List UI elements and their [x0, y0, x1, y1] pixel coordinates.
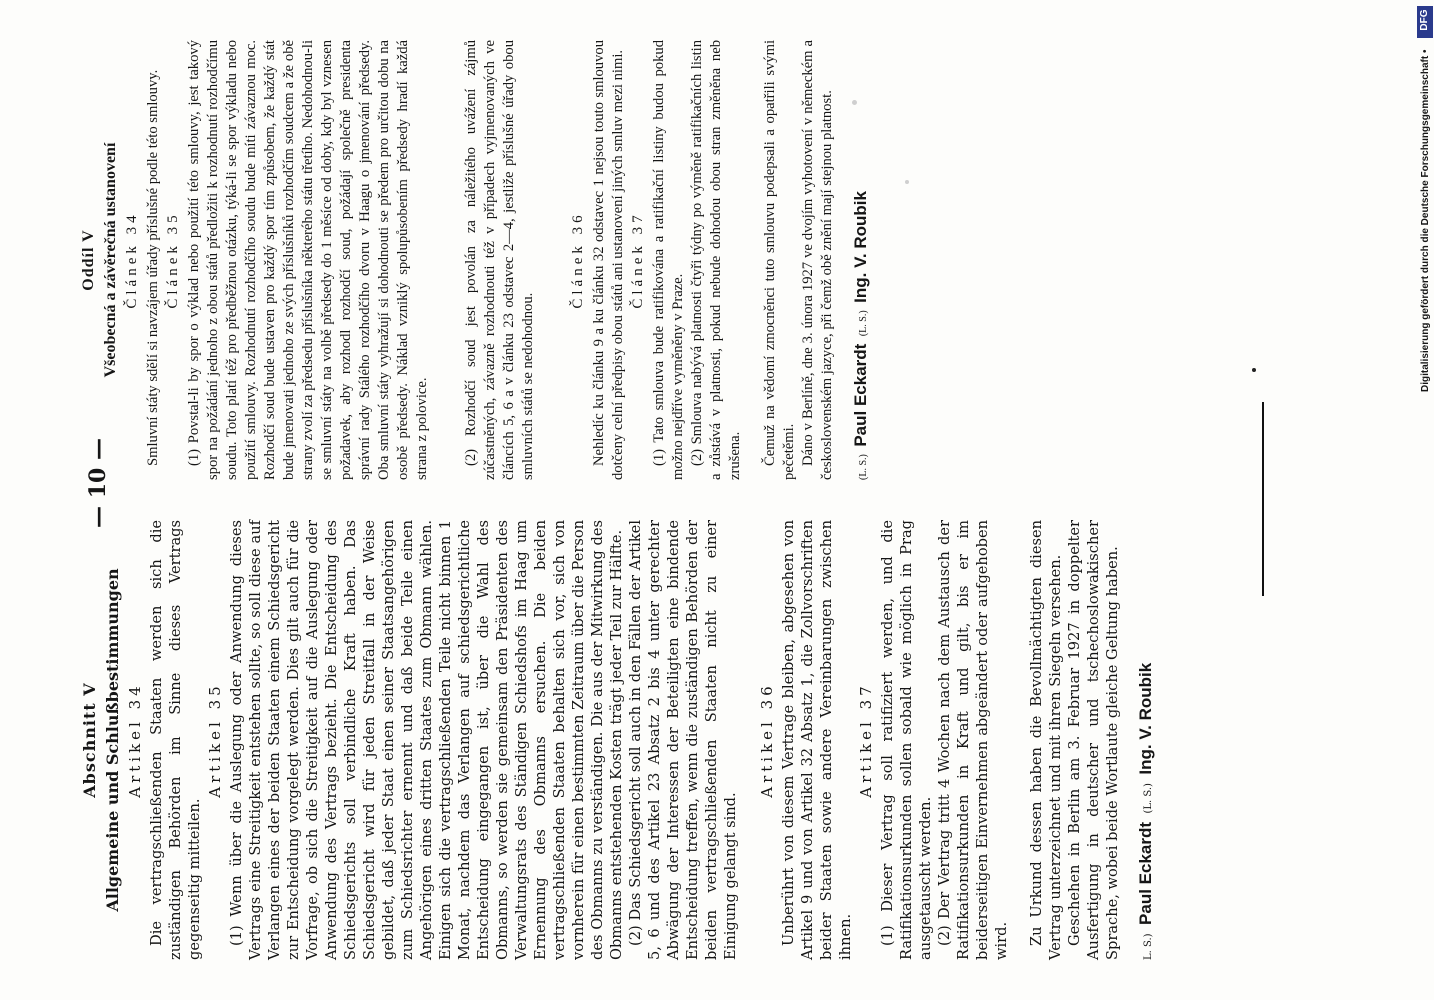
german-section-title: Allgemeine und Schlußbestimmungen	[103, 568, 122, 912]
german-article-36-text: Unberührt von diesem Vertrage bleiben, abgesehen von Artikel 9 und von Artikel 32 Absatz 1, die Zollvorschriften beider Staaten sowie andere Vereinbarungen zwischen ihnen.	[780, 520, 854, 960]
czech-article-35-paragraph-1: (1) Povstal-li by spor o výklad nebo použití této smlouvy, jest takový spor na požádání jednoho z obou států předložiti k rozhodnutí rozhodčímu soudu. Toto platí též pro předběžnou otázku, týká-li se spor výkladu nebo použití smlouvy. Rozhodnutí rozhodčího soudu bude míti závaznou moc. Rozhodčí soud bude ustaven pro každý spor tím způsobem, že každý stát bude jmenovati jednoho ze svých příslušníků rozhodčím soudcem a že obě strany zvolí za předsedu příslušníka některého státu třetího. Nedohodnou-li se smluvní státy na volbě předsedy do 1 měsíce od doby, kdy byl vznesen požadavek, aby rozhodl rozhodčí soud, požádají společně presidenta správní rady Stálého rozhodčího dvoru v Haagu o jmenování předsedy. Oba smluvní státy vyhražují si dohodnouti se předem pro určitou dobu na osobě předsedy. Náklad vzniklý spolupůsobením předsedy hradí každá strana z polovice.	[186, 40, 430, 480]
german-article-36-heading: Artikel 36	[758, 682, 776, 798]
czech-column	[80, 40, 1400, 480]
german-article-35-paragraph-2: (2) Das Schiedsgericht soll auch in den Fällen der Artikel 5, 6 und des Artikel 23 Absatz 2 bis 4 unter gerechter Abwägung der Interessen der Beteiligten eine bindende Entscheidung treffen, wenn die zuständigen Behörden der beiden vertragschließenden Staaten nicht zu einer Einigung gelangt sind.	[627, 520, 739, 960]
german-article-35-heading: Artikel 35	[206, 682, 224, 798]
czech-article-35-heading: Článek 35	[165, 211, 181, 309]
german-seal-mark-2: (L. S.)	[1143, 783, 1154, 814]
german-article-37-paragraph-2: (2) Der Vertrag tritt 4 Wochen nach dem Austausch der Ratifikationsurkunden in Kraft und gilt, bis er im beiderseitigen Einvernehmen abgeändert oder aufgehoben wird.	[936, 520, 1010, 960]
ink-speck	[1252, 368, 1256, 372]
czech-article-36-heading: Článek 36	[570, 211, 586, 309]
dfg-logo-text: DFG	[1419, 9, 1430, 31]
ink-speck	[905, 180, 909, 184]
czech-article-37-paragraph-2: (2) Smlouva nabývá platnosti čtyři týdny po výměně ratifikačních listin a zůstává v platnosti, pokud nebude dohodou obou stran změněna neb zrušena.	[689, 40, 743, 480]
page-number: — 10 —	[85, 438, 111, 528]
czech-article-37-paragraph-1: (1) Tato smlouva bude ratifikována a ratifikační listiny budou pokud možno nejdříve vyměněny v Praze.	[651, 40, 686, 480]
german-section-heading: Abschnitt V	[80, 682, 99, 798]
czech-signatory-1: Paul Eckardt	[851, 343, 870, 447]
czech-closing-paragraph-2: Dáno v Berlíně, dne 3. února 1927 ve dvojím vyhotovení v německém a československém jazyce, při čemž obě znění mají stejnou platnost.	[800, 40, 835, 480]
rotated-page-body	[80, 40, 1400, 960]
digitization-credit	[1416, 49, 1434, 992]
czech-signatory-2: Ing. V. Roubik	[851, 191, 870, 303]
czech-article-34-heading: Článek 34	[124, 211, 140, 309]
czech-seal-mark-1: (L. S.)	[858, 454, 869, 480]
dfg-logo-icon	[1417, 6, 1433, 38]
czech-article-36-text: Nehledíc ku článku 9 a ku článku 32 odstavec 1 nejsou touto smlouvou dotčeny celní předpisy obou států ani ustanovení jiných smluv mezi nimi.	[591, 40, 626, 480]
german-article-34-heading: Artikel 34	[126, 682, 144, 798]
czech-seal-mark-2: (L. S.)	[858, 310, 869, 337]
german-article-37-heading: Artikel 37	[857, 682, 875, 798]
german-article-34-text: Die vertragschließenden Staaten werden sich die zuständigen Behörden im Sinne dieses Vertrags gegenseitig mitteilen.	[148, 520, 203, 960]
signature-divider-line	[1262, 402, 1264, 596]
ink-speck	[852, 100, 857, 105]
credit-text: Digitalisierung gefördert durch die Deutsche Forschungsgemeinschaft •	[1420, 49, 1431, 392]
german-closing-paragraph-2: Geschehen in Berlin am 3. Februar 1927 in doppelter Ausfertigung in deutscher und tschechoslowakischer Sprache, wobei beide Wortlaute gleiche Geltung haben.	[1066, 520, 1121, 960]
czech-signature-line	[851, 40, 871, 480]
german-closing-paragraph-1: Zu Urkund dessen haben die Bevollmächtigten diesen Vertrag unterzeichnet und mit ihren Siegeln versehen.	[1028, 520, 1064, 960]
german-signature-line	[1136, 520, 1156, 960]
german-article-35-paragraph-1: (1) Wenn über die Auslegung oder Anwendung dieses Vertrags eine Streitigkeit entstehen sollte, so soll diese auf Verlangen eines der beiden Staaten einem Schiedsgericht zur Entscheidung vorgelegt werden. Dies gilt auch für die Vorfrage, ob sich die Streitigkeit auf die Auslegung oder Anwendung des Vertrags bezieht. Die Entscheidung des Schiedsgerichts soll verbindliche Kraft haben. Das Schiedsgericht wird für jeden Streitfall in der Weise gebildet, daß jeder Staat einen seiner Staatsangehörigen zum Schiedsrichter ernennt und daß beide Teile einen Angehörigen eines dritten Staates zum Obmann wählen. Einigen sich die vertragschließenden Teile nicht binnen 1 Monat, nachdem das Verlangen auf schiedsgerichtliche Entscheidung eingegangen ist, über die Wahl des Obmanns, so werden sie gemeinsam den Präsidenten des Verwaltungsrats des Ständigen Schiedshofs im Haag um Ernennung des Obmanns ersuchen. Die beiden vertragschließenden Staaten behalten sich vor, sich von vornherein für einen bestimmten Zeitraum über die Person des Obmanns zu verständigen. Die aus der Mitwirkung des Obmanns entstehenden Kosten trägt jeder Teil zur Hälfte.	[228, 520, 625, 960]
czech-closing-paragraph-1: Čemuž na vědomí zmocněnci tuto smlouvu podepsali a opatřili svými pečetěmi.	[762, 40, 797, 480]
czech-section-title: Všeobecná a závěrečná ustanovení	[102, 142, 119, 378]
german-seal-mark-1: L. S.)	[1143, 933, 1154, 960]
german-signatory-2: Ing. V. Roubik	[1136, 662, 1155, 775]
czech-article-37-heading: Článek 37	[630, 211, 646, 309]
german-article-37-paragraph-1: (1) Dieser Vertrag soll ratifiziert werden, und die Ratifikationsurkunden sollen sobald wie möglich in Prag ausgetauscht werden.	[879, 520, 934, 960]
czech-article-34-text: Smluvní státy sdělí si navzájem úřady příslušné podle této smlouvy.	[145, 69, 161, 466]
german-column	[80, 520, 1400, 960]
czech-section-heading: Oddíl V	[80, 229, 97, 291]
german-signatory-1: Paul Eckardt	[1136, 821, 1155, 925]
czech-article-35-paragraph-2: (2) Rozhodčí soud jest povolán za náležitého uvážení zájmů zúčastněných, závazně rozhodnouti též v případech vyjmenovaných ve článcích 5, 6 a v článku 23 odstavec 2—4, jestliže příslušné úřady obou smluvních států se nedohodnou.	[463, 40, 536, 480]
